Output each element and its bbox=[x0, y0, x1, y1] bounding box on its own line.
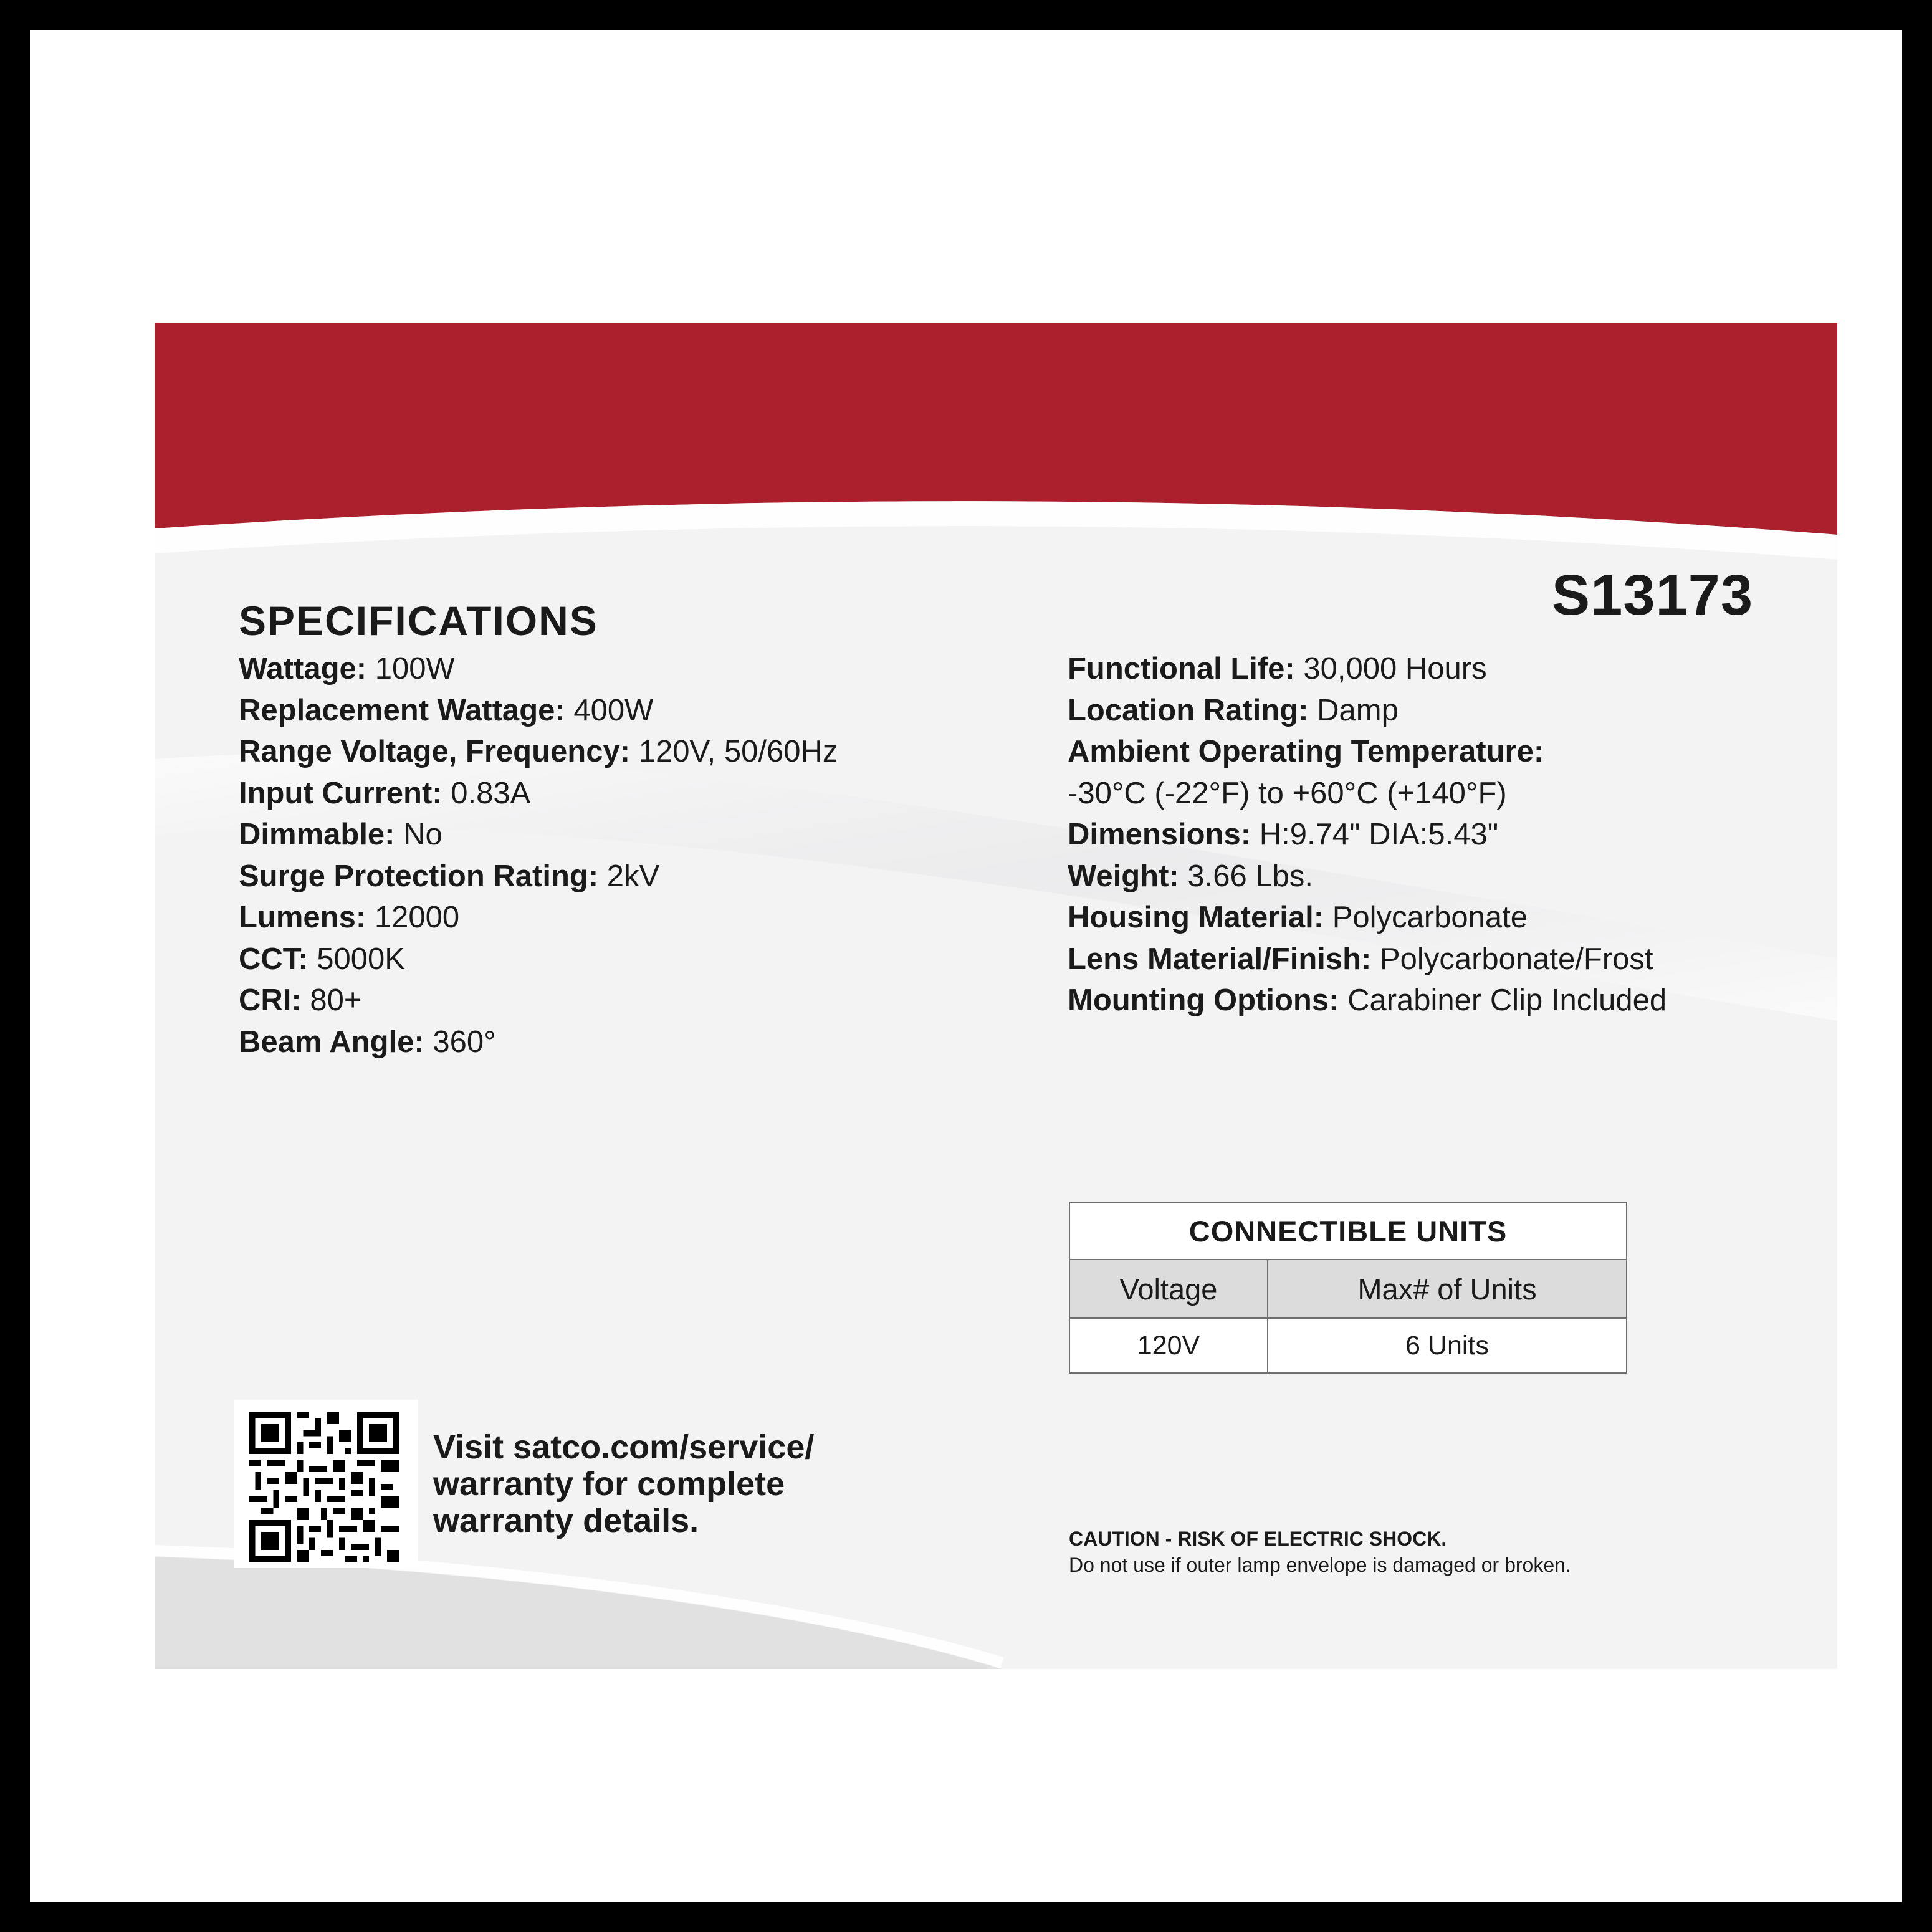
spec-label: Surge Protection Rating: bbox=[239, 859, 599, 893]
spec-row bbox=[239, 690, 1049, 732]
spec-value: Carabiner Clip Included bbox=[1347, 983, 1667, 1017]
spec-row bbox=[239, 856, 1049, 897]
table-row bbox=[1069, 1318, 1627, 1373]
spec-row bbox=[1068, 897, 1815, 939]
spec-value: 120V, 50/60Hz bbox=[638, 735, 838, 768]
specifications-title: SPECIFICATIONS bbox=[239, 598, 598, 644]
spec-label: CCT: bbox=[239, 942, 308, 976]
spec-label: Replacement Wattage: bbox=[239, 693, 565, 727]
spec-label: Wattage: bbox=[239, 652, 367, 686]
spec-value: H:9.74" DIA:5.43" bbox=[1259, 818, 1499, 851]
spec-label: Dimensions: bbox=[1068, 818, 1251, 851]
cell-max-units: 6 Units bbox=[1268, 1318, 1627, 1373]
spec-value: -30°C (-22°F) to +60°C (+140°F) bbox=[1068, 776, 1507, 810]
spec-row bbox=[1068, 980, 1815, 1021]
cell-voltage: 120V bbox=[1069, 1318, 1268, 1373]
spec-label: Beam Angle: bbox=[239, 1025, 424, 1059]
spec-list-right bbox=[1068, 648, 1815, 1021]
spec-label: Lumens: bbox=[239, 901, 366, 934]
spec-value: Polycarbonate bbox=[1332, 901, 1528, 934]
connectible-units-table bbox=[1069, 1202, 1627, 1374]
qr-code-icon bbox=[249, 1412, 399, 1562]
spec-value: No bbox=[403, 818, 442, 851]
warranty-text bbox=[433, 1429, 932, 1539]
spec-value: 12000 bbox=[374, 901, 460, 934]
spec-row bbox=[239, 773, 1049, 815]
spec-row bbox=[1068, 731, 1815, 773]
page-frame bbox=[30, 30, 1902, 1902]
connectible-units-title: CONNECTIBLE UNITS bbox=[1069, 1202, 1627, 1260]
caution-notice bbox=[1069, 1526, 1571, 1578]
spec-label: Dimmable: bbox=[239, 818, 395, 851]
spec-row bbox=[239, 1021, 1049, 1063]
spec-value: 400W bbox=[573, 693, 654, 727]
spec-row bbox=[1068, 856, 1815, 897]
spec-value: Damp bbox=[1317, 693, 1399, 727]
spec-list-left bbox=[239, 648, 1049, 1063]
qr-code[interactable] bbox=[234, 1400, 418, 1568]
spec-value: 3.66 Lbs. bbox=[1187, 859, 1313, 893]
spec-label: Location Rating: bbox=[1068, 693, 1309, 727]
spec-label: Weight: bbox=[1068, 859, 1179, 893]
spec-value: 360° bbox=[433, 1025, 496, 1059]
spec-value: 2kV bbox=[606, 859, 660, 893]
spec-row bbox=[1068, 939, 1815, 980]
spec-row bbox=[239, 939, 1049, 980]
spec-value: Polycarbonate/Frost bbox=[1380, 942, 1653, 976]
spec-row bbox=[1068, 773, 1815, 815]
spec-label: Functional Life: bbox=[1068, 652, 1295, 686]
spec-card bbox=[155, 323, 1837, 1669]
column-header-max-units: Max# of Units bbox=[1268, 1260, 1627, 1318]
spec-label: Ambient Operating Temperature: bbox=[1068, 735, 1544, 768]
spec-row bbox=[239, 731, 1049, 773]
spec-row bbox=[239, 980, 1049, 1021]
caution-detail: Do not use if outer lamp envelope is damaged or broken. bbox=[1069, 1554, 1571, 1576]
spec-label: Housing Material: bbox=[1068, 901, 1324, 934]
spec-row bbox=[1068, 814, 1815, 856]
spec-row bbox=[239, 897, 1049, 939]
warranty-line: warranty details. bbox=[433, 1502, 699, 1539]
spec-value: 0.83A bbox=[451, 776, 531, 810]
model-number: S13173 bbox=[1551, 563, 1753, 627]
spec-value: 100W bbox=[375, 652, 455, 686]
spec-row bbox=[1068, 690, 1815, 732]
caution-heading: CAUTION - RISK OF ELECTRIC SHOCK. bbox=[1069, 1528, 1447, 1550]
spec-value: 80+ bbox=[310, 983, 362, 1017]
spec-row bbox=[239, 814, 1049, 856]
spec-value: 30,000 Hours bbox=[1303, 652, 1487, 686]
spec-row bbox=[239, 648, 1049, 690]
spec-label: Mounting Options: bbox=[1068, 983, 1339, 1017]
warranty-line: warranty for complete bbox=[433, 1465, 785, 1503]
spec-value: 5000K bbox=[317, 942, 405, 976]
warranty-line: Visit satco.com/service/ bbox=[433, 1428, 815, 1466]
spec-label: Input Current: bbox=[239, 776, 442, 810]
spec-label: Range Voltage, Frequency: bbox=[239, 735, 631, 768]
column-header-voltage: Voltage bbox=[1069, 1260, 1268, 1318]
spec-row bbox=[1068, 648, 1815, 690]
spec-label: Lens Material/Finish: bbox=[1068, 942, 1372, 976]
spec-label: CRI: bbox=[239, 983, 302, 1017]
